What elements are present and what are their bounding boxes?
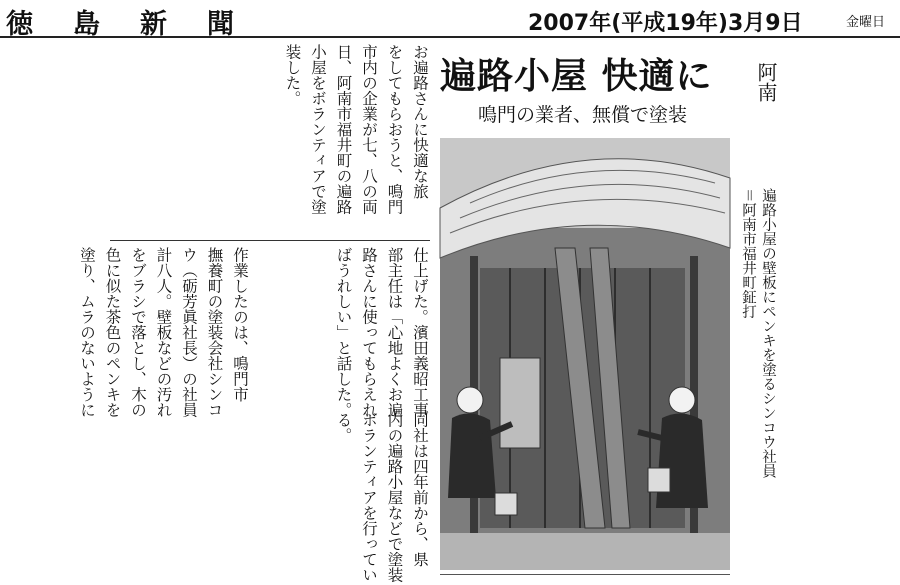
masthead [0, 0, 900, 38]
article-column-quote: 仕上げた。濱田義昭工事 部主任は「心地よくお遍 路さんに使ってもらえれ ばうれしい」と話した。 [334, 247, 429, 418]
photo-illustration [440, 138, 730, 570]
publication-weekday: 金曜日 [846, 15, 886, 30]
column-divider [110, 240, 430, 241]
article-subhead: 鳴門の業者、無償で塗装 [478, 104, 688, 126]
article-column-work: 作業したのは、鳴門市 撫養町の塗装会社シンコ ウ（砺芳眞社長）の社員 計八人。壁板などの汚れ をブラシで落とし、木の 色に似た茶色のペンキを 塗り、ムラのないように [78, 247, 249, 418]
newspaper-name: 徳島新聞 [6, 9, 274, 40]
article-photo [440, 138, 730, 570]
region-label: 阿南 [754, 62, 778, 102]
article-column-lead: お遍路さんに快適な旅 をしてもらおうと、鳴門 市内の企業が七、八の両 日、阿南市福井町の遍路 小屋をボランティアで塗 装した。 [283, 44, 429, 215]
article-headline: 遍路小屋 快適に [440, 56, 713, 97]
photo-caption: 遍路小屋の壁板にペンキを塗るシンコウ社員 ＝阿南市福井町鉦打 [740, 188, 776, 478]
publication-date: 2007年(平成19年)3月9日 [528, 11, 803, 36]
bottom-rule [440, 574, 730, 575]
article-column-closing: 同社は四年前から、県 内の遍路小屋などで塗装 ボランティアを行ってい る。 [334, 412, 429, 583]
